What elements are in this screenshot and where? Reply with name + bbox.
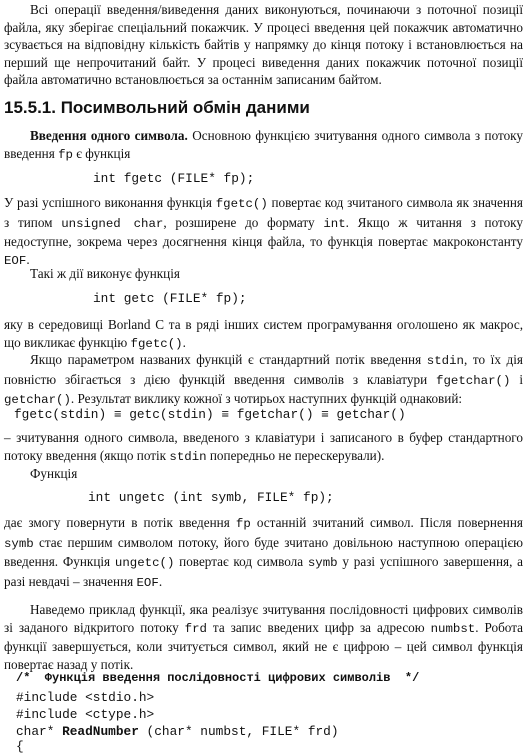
code-equivalence: fgetc(stdin) ≡ getc(stdin) ≡ fgetchar() ≡ getchar() [14,407,406,422]
code-fgetc-prototype: int fgetc (FILE* fp); [93,171,255,186]
run-in-heading: Введення одного символа. [30,128,188,143]
listing-comment: /* Функція введення послідовності цифрових символів */ [16,671,420,685]
paragraph-ungetc-desc: дає змогу повернути в потік введення fp останній зчитаний символ. Після повернення symb стає першим символом потоку, його буде зчитано довільною наступною операцією введення. Функція ungetc() повертає код символа symb у разі успішного завершення, а разі невдачі – значення EOF. [4,515,524,590]
code-ungetc-prototype: int ungetc (int symb, FILE* fp); [88,490,334,505]
listing-signature: char* ReadNumber (char* numbst, FILE* frd) [16,724,339,739]
section-heading: 15.5.1. Посимвольний обмін даними [4,98,310,117]
listing-open-brace: { [16,739,24,754]
paragraph-ungetc-intro: Функція [30,466,78,481]
paragraph-getc-intro: Такі ж дії виконує функція [30,266,180,281]
paragraph-example-intro: Наведемо приклад функції, яка реалізує зчитування послідовності цифрових символів зі заданого відкритого потоку frd та запис введених цифр за адресою numbst. Робота функції завершується, коли зчитується символ, який не є цифрою – цей символ функція повертає назад у потік. [4,602,523,672]
paragraph-getc-desc: яку в середовищі Borland C та в ряді інших систем програмування оголошено як макрос, що викликає функцію fgetc(). [4,317,523,351]
paragraph-stdin-result: – зчитування одного символа, введеного з клавіатури і записаного в буфер стандартного потоку введення (якщо потік stdin попередньо не перескерували). [4,430,523,464]
paragraph-stdin: Якщо параметром названих функцій є стандартний потік введення stdin, то їх дія повністю збігається з дією функцій введення символів з клавіатури fgetchar() і getchar(). Результат виклику кожної з чотирьох наступних функцій однаковий: [4,352,523,408]
code-getc-prototype: int getc (FILE* fp); [93,291,247,306]
code-inline: fp [58,147,73,162]
listing-include-stdio: #include <stdio.h> [16,690,155,705]
paragraph-fgetc-desc: У разі успішного виконання функція fgetc() повертає код зчитаного символа як значення з типом unsigned char, розширене до формату int. Якщо ж читання з потоку недоступне, зокрема через досягнення кінця файла, то функція повертає макроконстанту EOF. [4,195,523,268]
paragraph-intro: Всі операції введення/виведення даних виконуються, починаючи з поточної позиції файла, яку зберігає спеціальний покажчик. У процесі введення цей покажчик автоматично зсувається на відповідну кількість байтів у напрямку до кінця потоку і встановлюється на перший ще непрочитаний байт. У процесі виведення даних покажчик поточної позиції файла автоматично встановлюється за останнім записаним байтом. [4,2,523,88]
listing-include-ctype: #include <ctype.h> [16,707,155,722]
paragraph-fgetc-intro: Введення одного символа. Основною функцією зчитування одного символа з потоку введення fp є функція [4,128,523,162]
listing-function-name: ReadNumber [62,724,139,739]
